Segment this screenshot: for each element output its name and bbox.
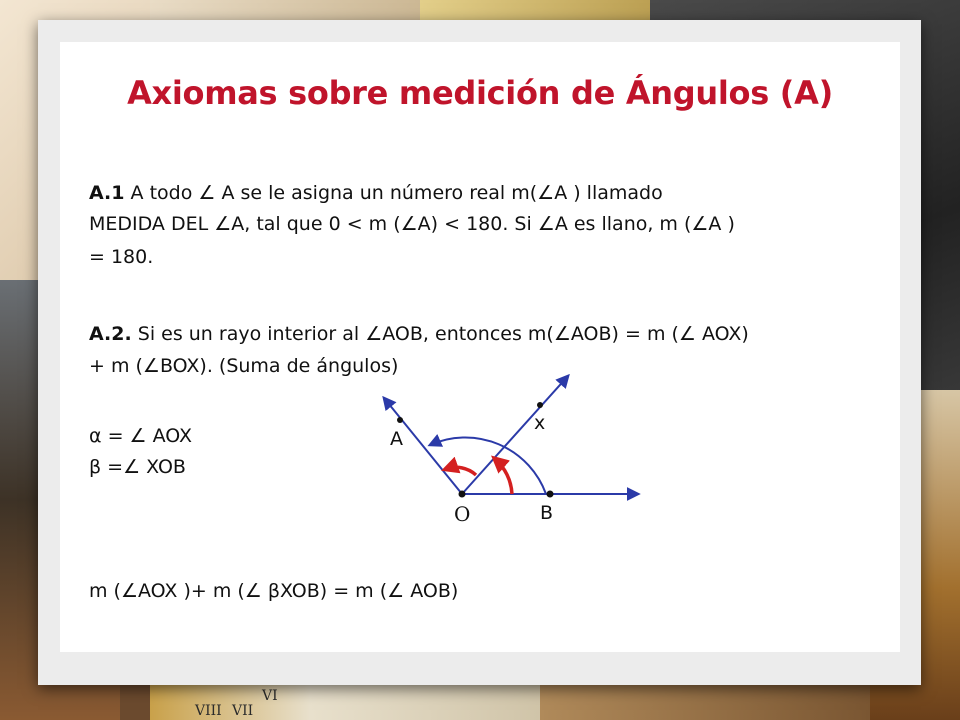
label-b: B <box>540 502 554 524</box>
sum-equation: m (∠AOX )+ m (∠ βXOB) = m (∠ AOB) <box>89 580 459 602</box>
axiom-2-text-1: Si es un rayo interior al ∠AOB, entonces m(∠AOB) = m (∠ AOX) <box>131 323 749 345</box>
clock-numeral: VIII <box>195 703 222 719</box>
axiom-1-line-2: MEDIDA DEL ∠A, tal que 0 < m (∠A) < 180. Si ∠A es llano, m (∠A ) <box>89 213 735 235</box>
arc-beta <box>495 459 512 494</box>
point-x <box>537 402 543 408</box>
axiom-2-line-1 <box>89 316 749 352</box>
arc-alpha <box>446 467 476 475</box>
clock-numeral: VI <box>262 688 278 704</box>
label-o: O <box>454 502 471 526</box>
angle-diagram <box>370 365 660 530</box>
point-b <box>547 491 554 498</box>
axiom-2-line-2: + m (∠BOX). (Suma de ángulos) <box>89 355 399 377</box>
axiom-1-label: A.1 <box>89 182 125 204</box>
label-x: x <box>534 412 546 434</box>
axiom-1-text-1: A todo ∠ A se le asigna un número real m(∠A ) llamado <box>124 182 663 204</box>
point-o <box>459 491 466 498</box>
slide-title: Axiomas sobre medición de Ángulos (A) <box>127 74 833 112</box>
axiom-2-label: A.2. <box>89 323 132 345</box>
ray-ox <box>462 376 568 494</box>
label-a: A <box>390 428 403 450</box>
beta-definition: β =∠ XOB <box>89 456 186 478</box>
clock-numeral: VII <box>232 703 254 719</box>
point-a <box>397 417 403 423</box>
axiom-1-line-3: = 180. <box>89 246 154 268</box>
alpha-definition: α = ∠ AOX <box>89 425 193 447</box>
